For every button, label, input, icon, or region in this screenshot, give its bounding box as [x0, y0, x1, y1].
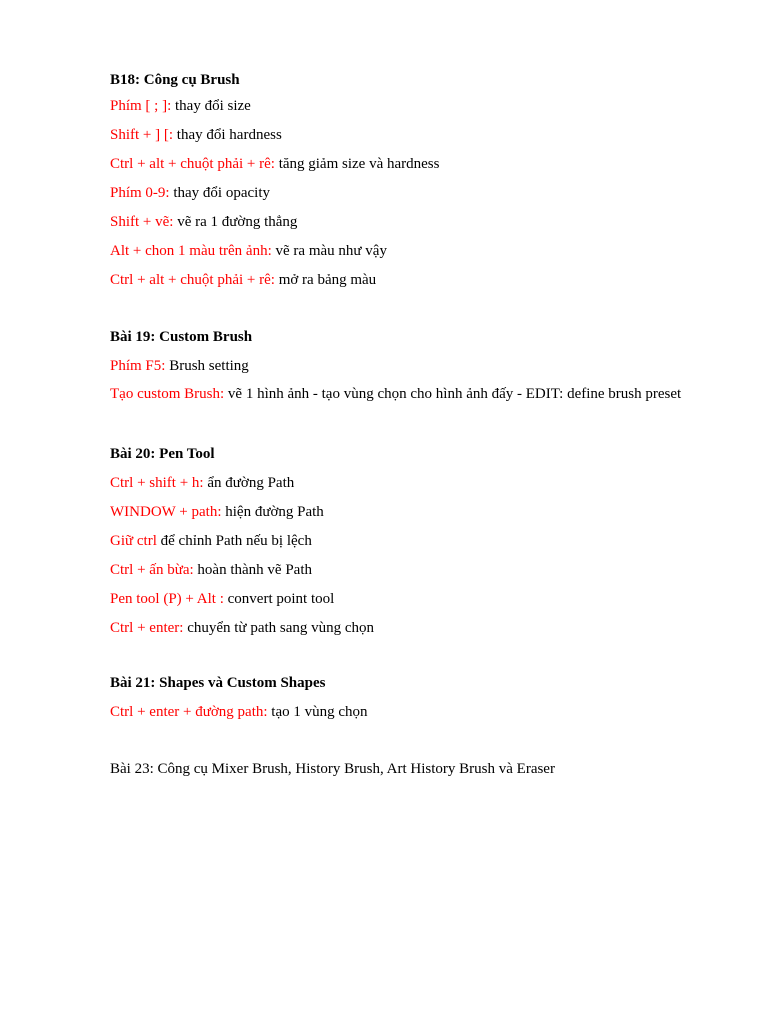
shortcut-desc: thay đổi size — [171, 98, 251, 114]
shortcut-desc: tăng giảm size và hardness — [274, 156, 440, 172]
shortcut-desc: chuyển từ path sang vùng chọn — [183, 620, 375, 636]
shortcut-desc: để chỉnh Path nếu bị lệch — [156, 533, 312, 549]
shortcut-line — [110, 154, 694, 174]
shortcut-line — [110, 382, 694, 407]
shortcut-line — [110, 589, 694, 609]
section-b18 — [110, 70, 694, 290]
shortcut-line — [110, 702, 694, 722]
shortcut-line — [110, 560, 694, 580]
shortcut-desc: hiện đường Path — [221, 504, 324, 520]
shortcut-key: Phím 0-9: — [110, 185, 170, 201]
shortcut-desc: vẽ ra màu như vậy — [271, 243, 387, 259]
shortcut-line — [110, 473, 694, 493]
shortcut-key: Shift + vẽ: — [110, 214, 174, 230]
shortcut-desc: vẽ ra 1 đường thẳng — [173, 214, 298, 230]
shortcut-key: Ctrl + shift + h: — [110, 475, 204, 491]
section-title: Bài 23: Công cụ Mixer Brush, History Brush, Art History Brush và Eraser — [110, 761, 555, 777]
shortcut-key: Phím [ ; ]: — [110, 98, 172, 114]
section-19 — [110, 327, 694, 407]
shortcut-desc: mở ra bảng màu — [274, 272, 377, 288]
shortcut-desc: ẩn đường Path — [203, 475, 295, 491]
shortcut-line — [110, 212, 694, 232]
shortcut-line — [110, 183, 694, 203]
shortcut-line — [110, 270, 694, 290]
shortcut-key: Shift + ] [: — [110, 127, 174, 143]
shortcut-line — [110, 96, 694, 116]
shortcut-key: Tạo custom Brush: — [110, 386, 225, 402]
shortcut-key: Pen tool (P) + Alt : — [110, 591, 224, 607]
shortcut-key: Ctrl + ấn bừa: — [110, 562, 194, 578]
shortcut-line — [110, 531, 694, 551]
document-page — [110, 70, 694, 779]
shortcut-key: Alt + chon 1 màu trên ảnh: — [110, 243, 272, 259]
shortcut-line — [110, 618, 694, 638]
section-21 — [110, 673, 694, 722]
shortcut-line — [110, 502, 694, 522]
section-20 — [110, 444, 694, 638]
shortcut-desc: Brush setting — [165, 358, 249, 374]
shortcut-key: WINDOW + path: — [110, 504, 222, 520]
shortcut-desc: thay đổi hardness — [173, 127, 282, 143]
section-title: Bài 20: Pen Tool — [110, 446, 215, 462]
shortcut-desc: vẽ 1 hình ảnh - tạo vùng chọn cho hình ảnh đấy - EDIT: define brush preset — [224, 386, 682, 402]
section-title: Bài 21: Shapes và Custom Shapes — [110, 675, 326, 691]
shortcut-line — [110, 241, 694, 261]
shortcut-key: Ctrl + enter: — [110, 620, 184, 636]
shortcut-key: Ctrl + alt + chuột phải + rê: — [110, 156, 275, 172]
shortcut-key: Phím F5: — [110, 358, 166, 374]
section-title: Bài 19: Custom Brush — [110, 329, 253, 345]
shortcut-desc: thay đổi opacity — [169, 185, 270, 201]
shortcut-line — [110, 125, 694, 145]
shortcut-key: Ctrl + enter + đường path: — [110, 704, 268, 720]
section-23 — [110, 759, 694, 779]
shortcut-desc: hoàn thành vẽ Path — [193, 562, 312, 578]
shortcut-desc: convert point tool — [223, 591, 335, 607]
section-title: B18: Công cụ Brush — [110, 72, 240, 88]
shortcut-key: Giữ ctrl — [110, 533, 157, 549]
shortcut-key: Ctrl + alt + chuột phải + rê: — [110, 272, 275, 288]
shortcut-desc: tạo 1 vùng chọn — [267, 704, 368, 720]
shortcut-line — [110, 356, 694, 376]
